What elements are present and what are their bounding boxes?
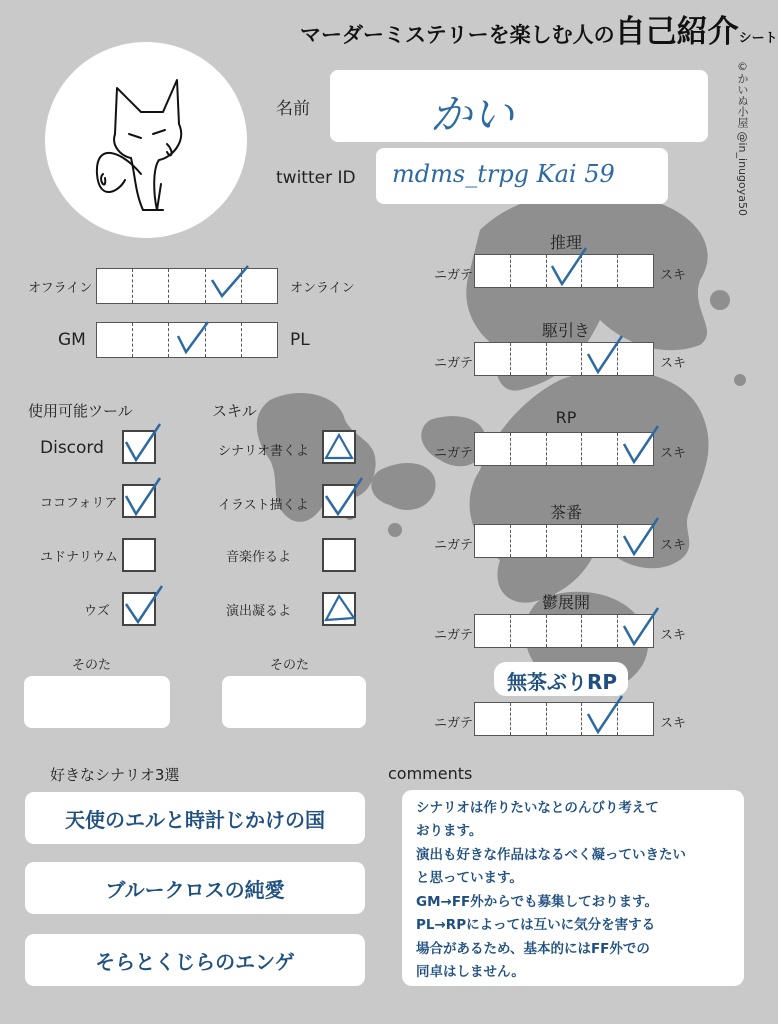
fox-drawing-icon xyxy=(45,42,247,238)
tool-label-uzu: ウズ xyxy=(84,604,110,619)
tool-label-udonarium: ユドナリウム xyxy=(40,550,118,565)
rating-scale[interactable] xyxy=(474,254,654,288)
comment-line: シナリオは作りたいなとのんびり考えて xyxy=(416,800,659,816)
rating-right-label: スキ xyxy=(660,268,687,283)
skill-checkbox-music[interactable] xyxy=(322,538,356,572)
rating-right-label: スキ xyxy=(660,446,687,461)
skill-label-music: 音楽作るよ xyxy=(226,550,292,565)
sheet-title xyxy=(300,6,778,51)
favorites-heading: 好きなシナリオ3選 xyxy=(50,766,180,784)
offline-online-scale[interactable] xyxy=(96,268,278,304)
skills-other-label: そのた xyxy=(270,658,310,673)
rating-scale[interactable] xyxy=(474,524,654,558)
rating-right-label: スキ xyxy=(660,628,687,643)
comment-line: 同卓はしません。 xyxy=(416,964,525,980)
twitter-field[interactable] xyxy=(376,148,668,204)
skill-checkbox-direction[interactable] xyxy=(322,592,356,626)
skills-heading: スキル xyxy=(212,402,257,420)
rating-right-label: スキ xyxy=(660,538,687,553)
comment-line: PL→RPによっては互いに気分を害する xyxy=(416,917,656,933)
rating-right-label: スキ xyxy=(660,716,687,731)
tool-checkbox-discord[interactable] xyxy=(122,430,156,464)
tool-label-cocofolia: ココフォリア xyxy=(40,496,118,511)
name-label: 名前 xyxy=(276,99,310,119)
comment-line: 場合があるため、基本的にはFF外での xyxy=(416,941,650,957)
rating-scale[interactable] xyxy=(474,702,654,736)
rating-scale[interactable] xyxy=(474,432,654,466)
rating-scale[interactable] xyxy=(474,614,654,648)
comments-heading: comments xyxy=(388,764,473,783)
favorite-scenario-2: ブルークロスの純愛 xyxy=(25,862,365,914)
skill-label-direction: 演出凝るよ xyxy=(226,604,292,619)
comment-line: 演出も好きな作品はなるべく凝っていきたい xyxy=(416,847,686,863)
title-main: 自己紹介 xyxy=(614,14,739,50)
rating-title-dark-plot: 鬱展開 xyxy=(541,593,590,612)
tools-heading: 使用可能ツール xyxy=(28,402,133,420)
rating-left-label: ニガテ xyxy=(434,446,474,461)
comment-line: と思っています。 xyxy=(416,870,523,886)
credit-text: ©かいぬ小屋 @in_inugoya50 xyxy=(736,60,749,216)
tool-checkbox-uzu[interactable] xyxy=(122,592,156,626)
rating-left-label: ニガテ xyxy=(434,538,474,553)
rating-left-label: ニガテ xyxy=(434,628,474,643)
tool-label-discord: Discord xyxy=(40,438,104,458)
comments-box xyxy=(402,790,744,986)
title-suffix: シート xyxy=(738,31,778,46)
gm-pl-scale[interactable] xyxy=(96,322,278,358)
name-field[interactable] xyxy=(330,70,708,142)
favorite-scenario-1: 天使のエルと時計じかけの国 xyxy=(25,792,365,844)
rating-left-label: ニガテ xyxy=(434,716,474,731)
tools-other-field[interactable] xyxy=(24,676,170,728)
skill-checkbox-illust[interactable] xyxy=(322,484,356,518)
rating-title-rp: RP xyxy=(555,408,577,427)
rating-left-label: ニガテ xyxy=(434,268,474,283)
rating-left-label: ニガテ xyxy=(434,356,474,371)
comment-line: GM→FF外からでも募集しております。 xyxy=(416,894,659,910)
rating-scale[interactable] xyxy=(474,342,654,376)
tools-other-label: そのた xyxy=(72,658,112,673)
tool-checkbox-udonarium[interactable] xyxy=(122,538,156,572)
rating-title-farce: 茶番 xyxy=(549,503,582,522)
name-value: かい xyxy=(430,90,515,139)
comment-line: おります。 xyxy=(416,823,483,839)
skill-label-illust: イラスト描くよ xyxy=(218,498,309,513)
title-prefix: マーダーミステリーを楽しむ人の xyxy=(300,23,615,47)
offline-label: オフライン xyxy=(28,281,93,296)
twitter-value: mdms_trpg Kai 59 xyxy=(392,160,615,188)
pl-label: PL xyxy=(290,330,310,350)
rating-title-absurd-rp: 無茶ぶりRP xyxy=(506,670,618,694)
tool-checkbox-cocofolia[interactable] xyxy=(122,484,156,518)
skill-label-scenario: シナリオ書くよ xyxy=(218,444,309,459)
online-label: オンライン xyxy=(290,281,355,296)
rating-right-label: スキ xyxy=(660,356,687,371)
twitter-label: twitter ID xyxy=(276,168,356,188)
skill-checkbox-scenario[interactable] xyxy=(322,430,356,464)
gm-label: GM xyxy=(58,330,86,350)
rating-title-bargaining: 駆引き xyxy=(541,321,590,340)
rating-title-deduction: 推理 xyxy=(549,233,582,252)
skills-other-field[interactable] xyxy=(222,676,366,728)
avatar xyxy=(45,42,247,238)
favorite-scenario-3: そらとくじらのエンゲ xyxy=(25,934,365,986)
